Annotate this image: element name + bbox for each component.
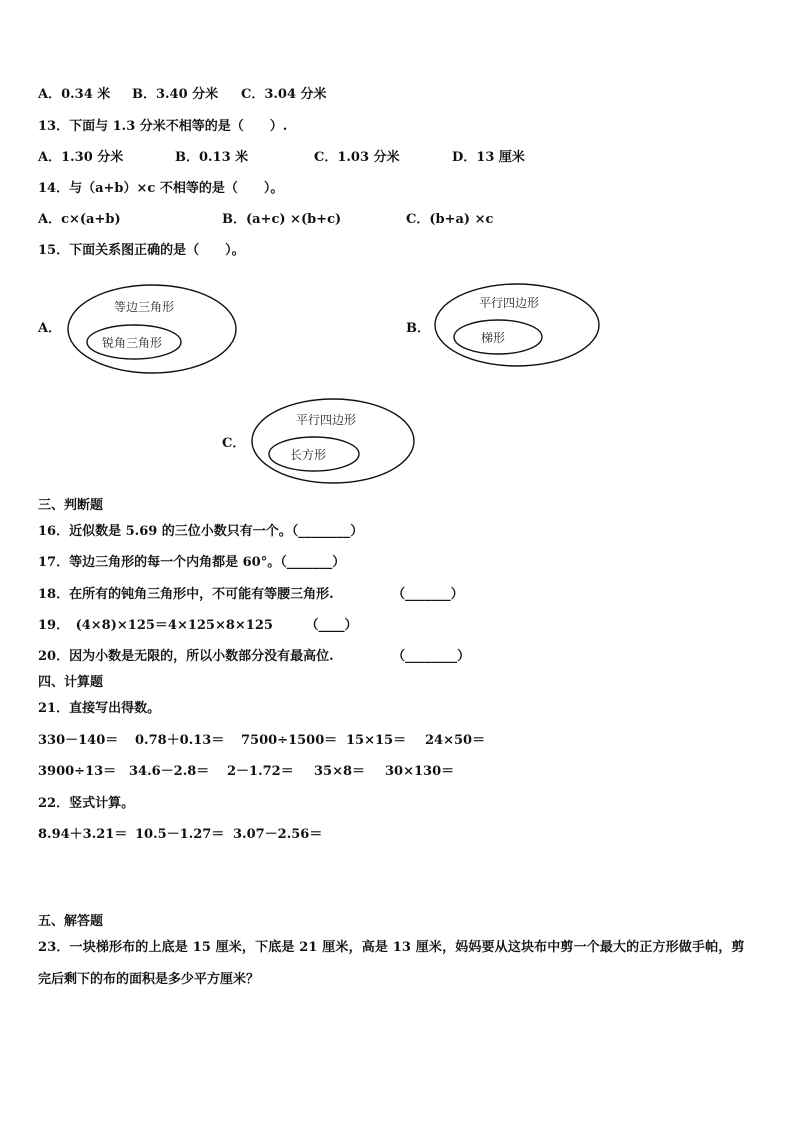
q13-option-a: A．1.30 分米	[38, 150, 124, 165]
q14-option-a: A．c×(a+b)	[38, 212, 121, 227]
question-17: 17．等边三角形的每一个内角都是 60°。（_______）	[38, 555, 346, 570]
q13-stem: 13．下面与 1.3 分米不相等的是（ ）.	[38, 119, 288, 134]
diagram-c-outer-label: 平行四边形	[296, 413, 357, 427]
question-19: 19． (4×8)×125＝4×125×8×125 （____）	[38, 618, 358, 633]
calc-r1-5: 24×50＝	[425, 733, 486, 748]
diagram-c-letter: C．	[222, 436, 246, 451]
venn-diagram-c	[250, 397, 416, 485]
calc-r2-4: 35×8＝	[314, 764, 366, 779]
venn-diagram-b	[433, 282, 602, 368]
diagram-b-inner-label: 梯形	[481, 331, 506, 345]
section-5-title: 五、解答题	[38, 914, 104, 929]
q21-stem: 21．直接写出得数。	[38, 701, 161, 716]
calc-r2-5: 30×130＝	[385, 764, 455, 779]
q22-stem: 22．竖式计算。	[38, 796, 135, 811]
diagram-a-letter: A．	[38, 321, 62, 336]
q12-option-b: B．3.40 分米	[132, 87, 219, 102]
q13-option-d: D．13 厘米	[452, 150, 525, 165]
calc-r2-3: 2－1.72＝	[227, 764, 294, 779]
q13-option-c: C．1.03 分米	[314, 150, 400, 165]
vertical-calc-2: 10.5－1.27＝	[135, 827, 225, 842]
vertical-calc-1: 8.94＋3.21＝	[38, 827, 128, 842]
q14-stem: 14．与（a+b）×c 不相等的是（ ）。	[38, 181, 284, 196]
q15-stem: 15．下面关系图正确的是（ ）。	[38, 243, 245, 258]
question-20: 20．因为小数是无限的，所以小数部分没有最高位. （________）	[38, 649, 471, 664]
diagram-c-inner-label: 长方形	[290, 448, 327, 462]
diagram-b-outer-label: 平行四边形	[479, 296, 540, 310]
calc-r1-1: 330－140＝	[38, 733, 119, 748]
calc-r1-2: 0.78＋0.13＝	[135, 733, 225, 748]
question-16: 16．近似数是 5.69 的三位小数只有一个。（________）	[38, 524, 364, 539]
vertical-calc-3: 3.07－2.56＝	[233, 827, 323, 842]
q12-option-c: C．3.04 分米	[241, 87, 327, 102]
calc-r2-1: 3900÷13＝	[38, 764, 117, 779]
q12-option-a: A．0.34 米	[38, 87, 111, 102]
section-4-title: 四、计算题	[38, 675, 104, 690]
question-18: 18．在所有的钝角三角形中，不可能有等腰三角形. （_______）	[38, 587, 464, 602]
q23-line-1: 23．一块梯形布的上底是 15 厘米，下底是 21 厘米，高是 13 厘米，妈妈要从这块布中剪一个最大的正方形做手帕，剪	[38, 940, 745, 955]
calc-r1-4: 15×15＝	[346, 733, 407, 748]
q23-line-2: 完后剩下的布的面积是多少平方厘米？	[38, 972, 260, 987]
diagram-a-outer-label: 等边三角形	[114, 300, 175, 314]
diagram-a-inner-label: 锐角三角形	[102, 336, 163, 350]
q13-option-b: B．0.13 米	[175, 150, 249, 165]
q14-option-b: B．(a+c) ×(b+c)	[222, 212, 342, 227]
venn-diagram-a	[66, 283, 240, 375]
calc-r1-3: 7500÷1500＝	[241, 733, 338, 748]
section-3-title: 三、判断题	[38, 498, 104, 513]
q14-option-c: C．(b+a) ×c	[406, 212, 494, 227]
diagram-b-letter: B．	[406, 321, 430, 336]
calc-r2-2: 34.6－2.8＝	[129, 764, 210, 779]
